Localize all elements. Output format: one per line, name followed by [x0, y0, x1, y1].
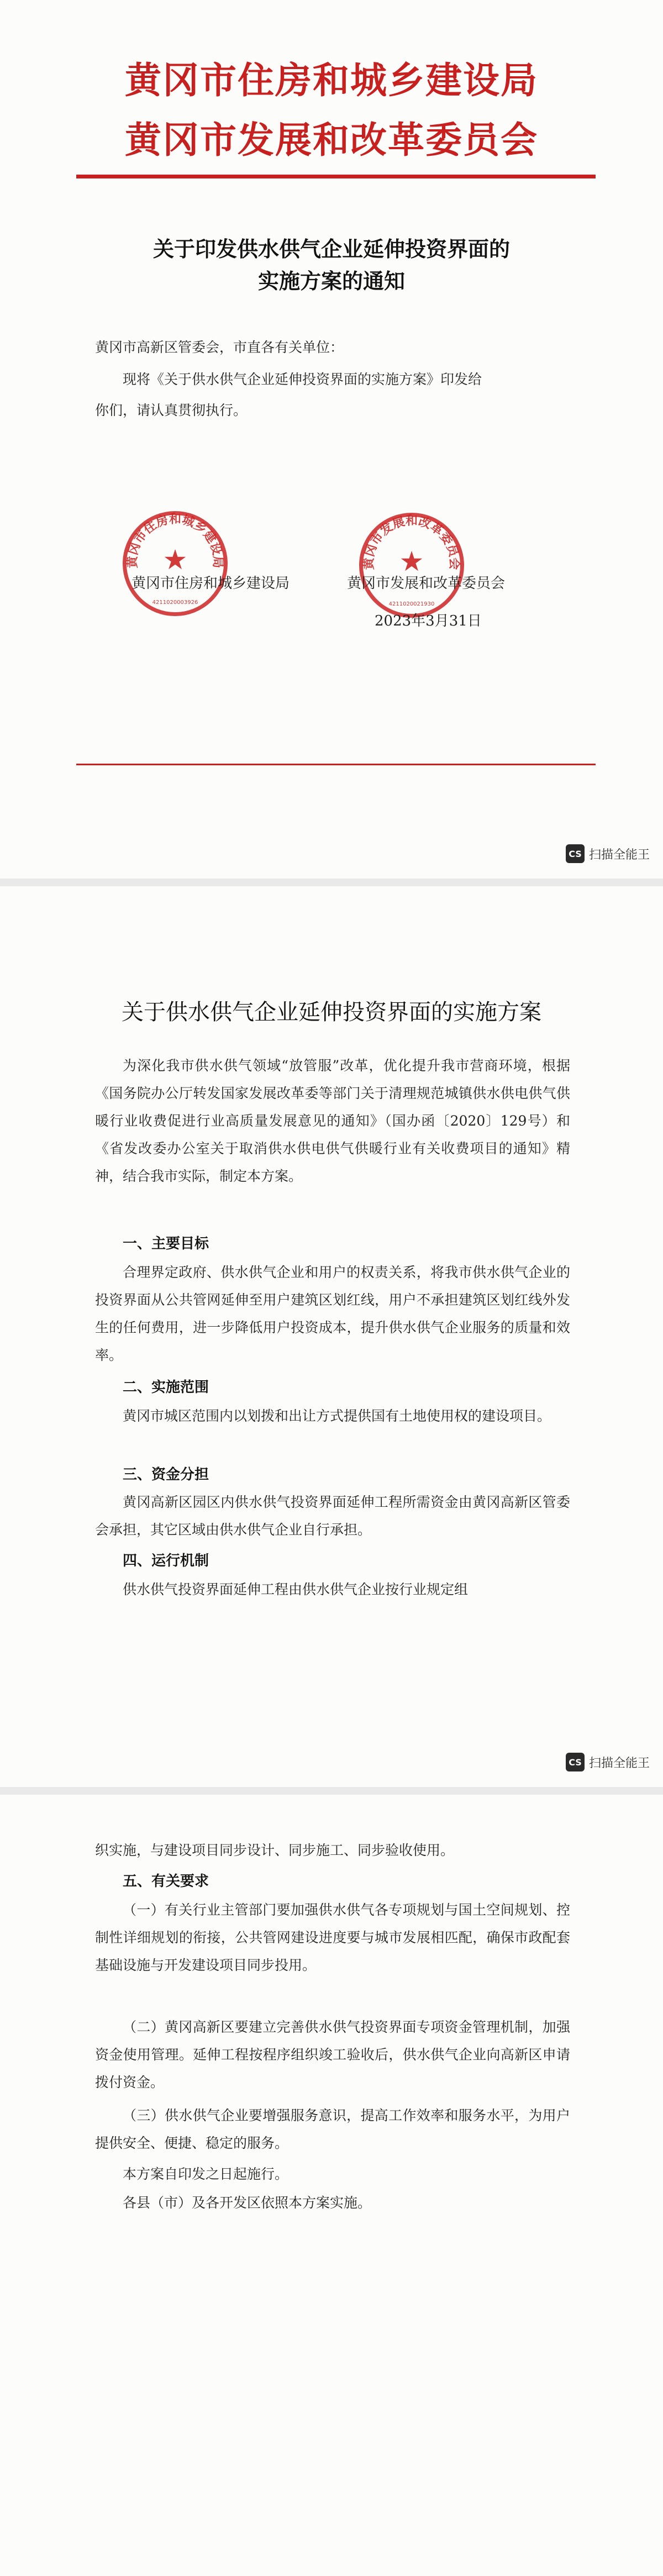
section-heading-3: 三、资金分担: [123, 1466, 209, 1483]
camscanner-logo-icon: CS: [566, 844, 585, 863]
section-4-paragraph: 供水供气投资界面延伸工程由供水供气企业按行业规定组: [123, 1581, 469, 1597]
star-icon: ★: [162, 544, 188, 576]
requirement-2: （二）黄冈高新区要建立完善供水供气投资界面专项资金管理机制，加强资金使用管理。延伸工程按程序组织竣工验收后，供水供气企业向高新区申请拨付资金。: [95, 2019, 570, 2090]
scope-clause: 各县（市）及各开发区依照本方案实施。: [123, 2195, 372, 2211]
section-2-paragraph: 黄冈市城区范围内以划拨和出让方式提供国有土地使用权的建设项目。: [123, 1408, 551, 1424]
seal-2-code: 4211020021930: [388, 601, 435, 607]
page-1: [0, 0, 663, 879]
scanner-label: 扫描全能王: [588, 848, 650, 862]
notice-title-line-2: 实施方案的通知: [257, 269, 405, 293]
section-1-paragraph: 合理界定政府、供水供气企业和用户的权责关系，将我市供水供气企业的投资界面从公共管网延伸至用户建筑区划红线，用户不承担建筑区划红线外发生的任何费用，进一步降低用户投资成本，提升供水供气企业服务的质量和效率。: [95, 1264, 570, 1363]
camscanner-logo-icon: CS: [566, 1753, 585, 1771]
section-heading-5: 五、有关要求: [123, 1873, 209, 1890]
header-line-1: 黄冈市住房和城乡建设局: [125, 59, 538, 102]
issue-date: 2023年3月31日: [375, 613, 482, 629]
section-4-paragraph-continued: 织实施，与建设项目同步设计、同步施工、同步验收使用。: [95, 1842, 455, 1858]
requirement-1: （一）有关行业主管部门要加强供水供气各专项规划与国土空间规划、控制性详细规划的衔接，公共管网建设进度要与城市发展相匹配，确保市政配套基础设施与开发建设项目同步投用。: [95, 1902, 570, 1973]
scanner-badge: [566, 844, 650, 863]
section-heading-2: 二、实施范围: [123, 1379, 209, 1396]
signer-2: 黄冈市发展和改革委员会: [347, 575, 506, 592]
header-red-rule: [76, 175, 596, 178]
notice-title-line-1: 关于印发供水供气企业延伸投资界面的: [152, 237, 510, 261]
intro-paragraph: 为深化我市供水供气领域“放管服”改革，优化提升我市营商环境，根据《国务院办公厅转发国家发展改革委等部门关于清理规范城镇供水供电供气供暖行业收费促进行业高质量发展意见的通知》（国办函〔2020〕129号）和《省发改委办公室关于取消供水供电供气供暖行业有关收费项目的通知》精神，结合我市实际，制定本方案。: [95, 1058, 570, 1184]
notice-body-line-1: 现将《关于供水供气企业延伸投资界面的实施方案》印发给: [123, 371, 482, 387]
plan-title: 关于供水供气企业延伸投资界面的实施方案: [122, 1000, 541, 1025]
seal-1-code: 4211020003926: [152, 600, 198, 606]
scanner-label: 扫描全能王: [588, 1756, 650, 1770]
requirement-3: （三）供水供气企业要增强服务意识，提高工作效率和服务水平，为用户提供安全、便捷、稳定的服务。: [95, 2107, 570, 2151]
header-line-2: 黄冈市发展和改革委员会: [125, 119, 538, 161]
notice-body-line-2: 你们，请认真贯彻执行。: [95, 402, 248, 418]
official-seal-icon: [359, 513, 464, 618]
official-seal-icon: [123, 511, 228, 616]
page-2: [0, 886, 663, 1787]
scanner-badge: [566, 1753, 650, 1771]
star-icon: ★: [399, 545, 424, 577]
section-heading-1: 一、主要目标: [123, 1236, 209, 1252]
signer-1: 黄冈市住房和城乡建设局: [131, 575, 290, 592]
seal-1-name: 黄冈市住房和城乡建设局: [125, 512, 225, 569]
section-3-paragraph: 黄冈高新区园区内供水供气投资界面延伸工程所需资金由黄冈高新区管委会承担，其它区域由供水供气企业自行承担。: [95, 1494, 570, 1538]
seal-2-name: 黄冈市发展和改革委员会: [362, 514, 461, 570]
page-3: [0, 1795, 663, 2576]
footer-red-rule: [76, 764, 596, 765]
effective-clause: 本方案自印发之日起施行。: [123, 2166, 289, 2182]
addressee: 黄冈市高新区管委会，市直各有关单位：: [95, 339, 344, 355]
section-heading-4: 四、运行机制: [123, 1553, 209, 1569]
